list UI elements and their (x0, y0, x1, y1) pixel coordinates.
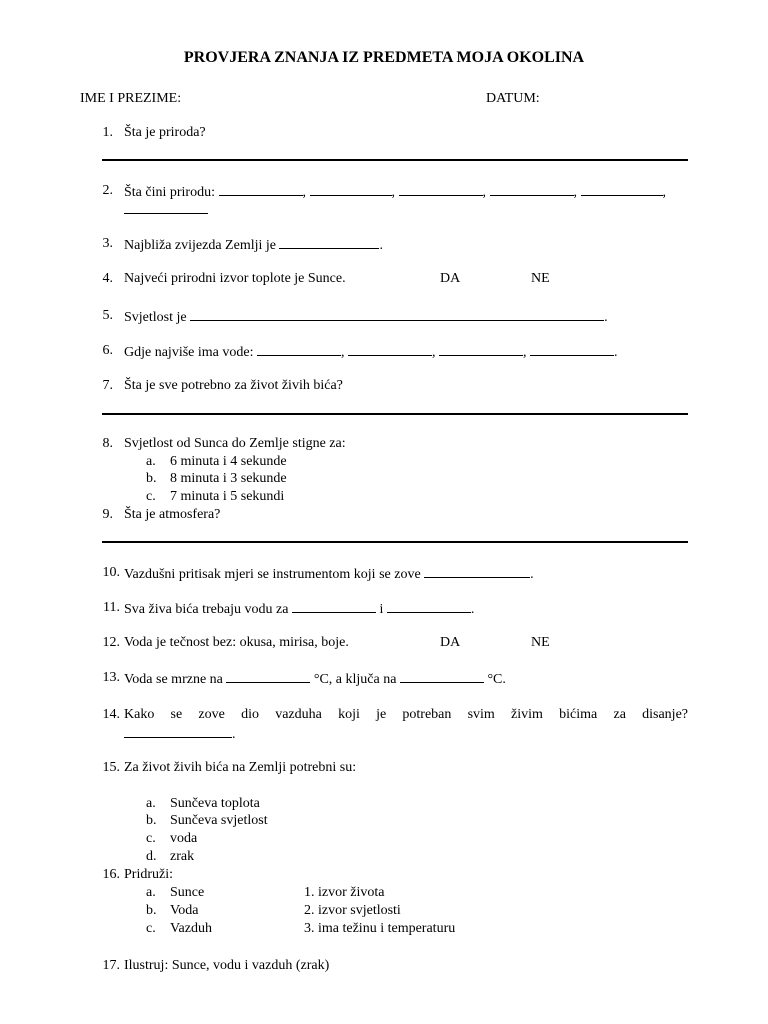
q11-number: 11. (103, 600, 120, 615)
q15-option-d[interactable]: d. zrak (146, 849, 195, 864)
q8-text: Svjetlost od Sunca do Zemlje stigne za: (124, 436, 346, 451)
q14-number: 14. (102, 707, 120, 722)
q1-answer-line[interactable] (102, 159, 688, 161)
q13-blank-freeze[interactable] (226, 669, 310, 683)
q9-text: Šta je atmosfera? (124, 507, 221, 522)
q12-number: 12. (102, 635, 120, 650)
q17-number: 17. (102, 958, 120, 973)
q3-blank[interactable] (279, 235, 379, 249)
q12-option-da[interactable]: DA (440, 635, 461, 650)
q11-blank-1[interactable] (292, 599, 376, 613)
q16-number: 16. (102, 867, 120, 882)
q5-blank[interactable] (190, 307, 604, 321)
q7-answer-line[interactable] (102, 413, 688, 415)
q2-blank-6[interactable] (124, 200, 208, 214)
q10-number: 10. (102, 565, 120, 580)
q12-option-ne[interactable]: NE (531, 635, 550, 650)
q8-number: 8. (102, 436, 113, 451)
name-label: IME I PREZIME: (80, 91, 182, 106)
q2-number: 2. (102, 183, 113, 198)
q15-option-a[interactable]: a. Sunčeva toplota (146, 796, 260, 811)
q14-blank[interactable] (124, 724, 232, 738)
q3-number: 3. (102, 236, 113, 251)
q13-number: 13. (102, 670, 120, 685)
q4-option-ne[interactable]: NE (531, 271, 550, 286)
q6-blank-3[interactable] (439, 342, 523, 356)
q13-text: Voda se mrzne na (124, 672, 223, 687)
q8-option-c[interactable]: c. 7 minuta i 5 sekundi (146, 489, 285, 504)
q2-blank-1[interactable] (219, 182, 303, 196)
q15-option-c[interactable]: c. voda (146, 831, 198, 846)
q9-answer-line[interactable] (102, 541, 688, 543)
q15-option-b[interactable]: b. Sunčeva svjetlost (146, 813, 268, 828)
q6-blank-1[interactable] (257, 342, 341, 356)
q15-number: 15. (102, 760, 120, 775)
q16-left-c[interactable]: c. Vazduh (146, 921, 212, 936)
q8-option-a[interactable]: a. 6 minuta i 4 sekunde (146, 454, 287, 469)
q11-text: Sva živa bića trebaju vodu za (124, 602, 289, 617)
q13-blank-boil[interactable] (400, 669, 484, 683)
q6-blank-2[interactable] (348, 342, 432, 356)
date-label: DATUM: (486, 91, 540, 106)
q16-right-3[interactable]: 3. ima težinu i temperaturu (304, 921, 456, 936)
q16-left-a[interactable]: a. Sunce (146, 885, 205, 900)
q11-blank-2[interactable] (387, 599, 471, 613)
q16-text: Pridruži: (124, 867, 173, 882)
q7-number: 7. (102, 378, 113, 393)
q9-number: 9. (102, 507, 113, 522)
q2-blank-5[interactable] (581, 182, 663, 196)
q6-text: Gdje najviše ima vode: (124, 345, 254, 360)
q7-text: Šta je sve potrebno za život živih bića? (124, 378, 343, 393)
q4-option-da[interactable]: DA (440, 271, 461, 286)
q2-text: Šta čini prirodu: (124, 185, 215, 200)
q10-text: Vazdušni pritisak mjeri se instrumentom koji se zove (124, 567, 421, 582)
q16-left-b[interactable]: b. Voda (146, 903, 199, 918)
q2-blank-2[interactable] (310, 182, 392, 196)
q4-number: 4. (102, 271, 113, 286)
q10-blank[interactable] (424, 564, 530, 578)
q6-number: 6. (102, 343, 113, 358)
q16-right-2[interactable]: 2. izvor svjetlosti (304, 903, 401, 918)
q6-blank-4[interactable] (530, 342, 614, 356)
q1-text: Šta je priroda? (124, 125, 206, 140)
q5-number: 5. (102, 308, 113, 323)
q15-text: Za život živih bića na Zemlji potrebni su: (124, 760, 357, 775)
q2-blank-4[interactable] (490, 182, 574, 196)
q17-text: Ilustruj: Sunce, vodu i vazduh (zrak) (124, 958, 330, 973)
q4-text: Najveći prirodni izvor toplote je Sunce. (124, 271, 346, 286)
q8-option-b[interactable]: b. 8 minuta i 3 sekunde (146, 471, 287, 486)
q16-right-1[interactable]: 1. izvor života (304, 885, 385, 900)
q2-line: Šta čini prirodu: , , , , , (124, 182, 666, 202)
q12-text: Voda je tečnost bez: okusa, mirisa, boje. (124, 635, 349, 650)
q1-number: 1. (102, 125, 113, 140)
q3-text: Najbliža zvijezda Zemlji je (124, 238, 276, 253)
q5-text: Svjetlost je (124, 310, 187, 325)
page-title: PROVJERA ZNANJA IZ PREDMETA MOJA OKOLINA (183, 49, 585, 66)
q14-text: Kako se zove dio vazduha koji je potreban svim živim bićima za disanje? (124, 707, 688, 722)
q2-blank-3[interactable] (399, 182, 483, 196)
